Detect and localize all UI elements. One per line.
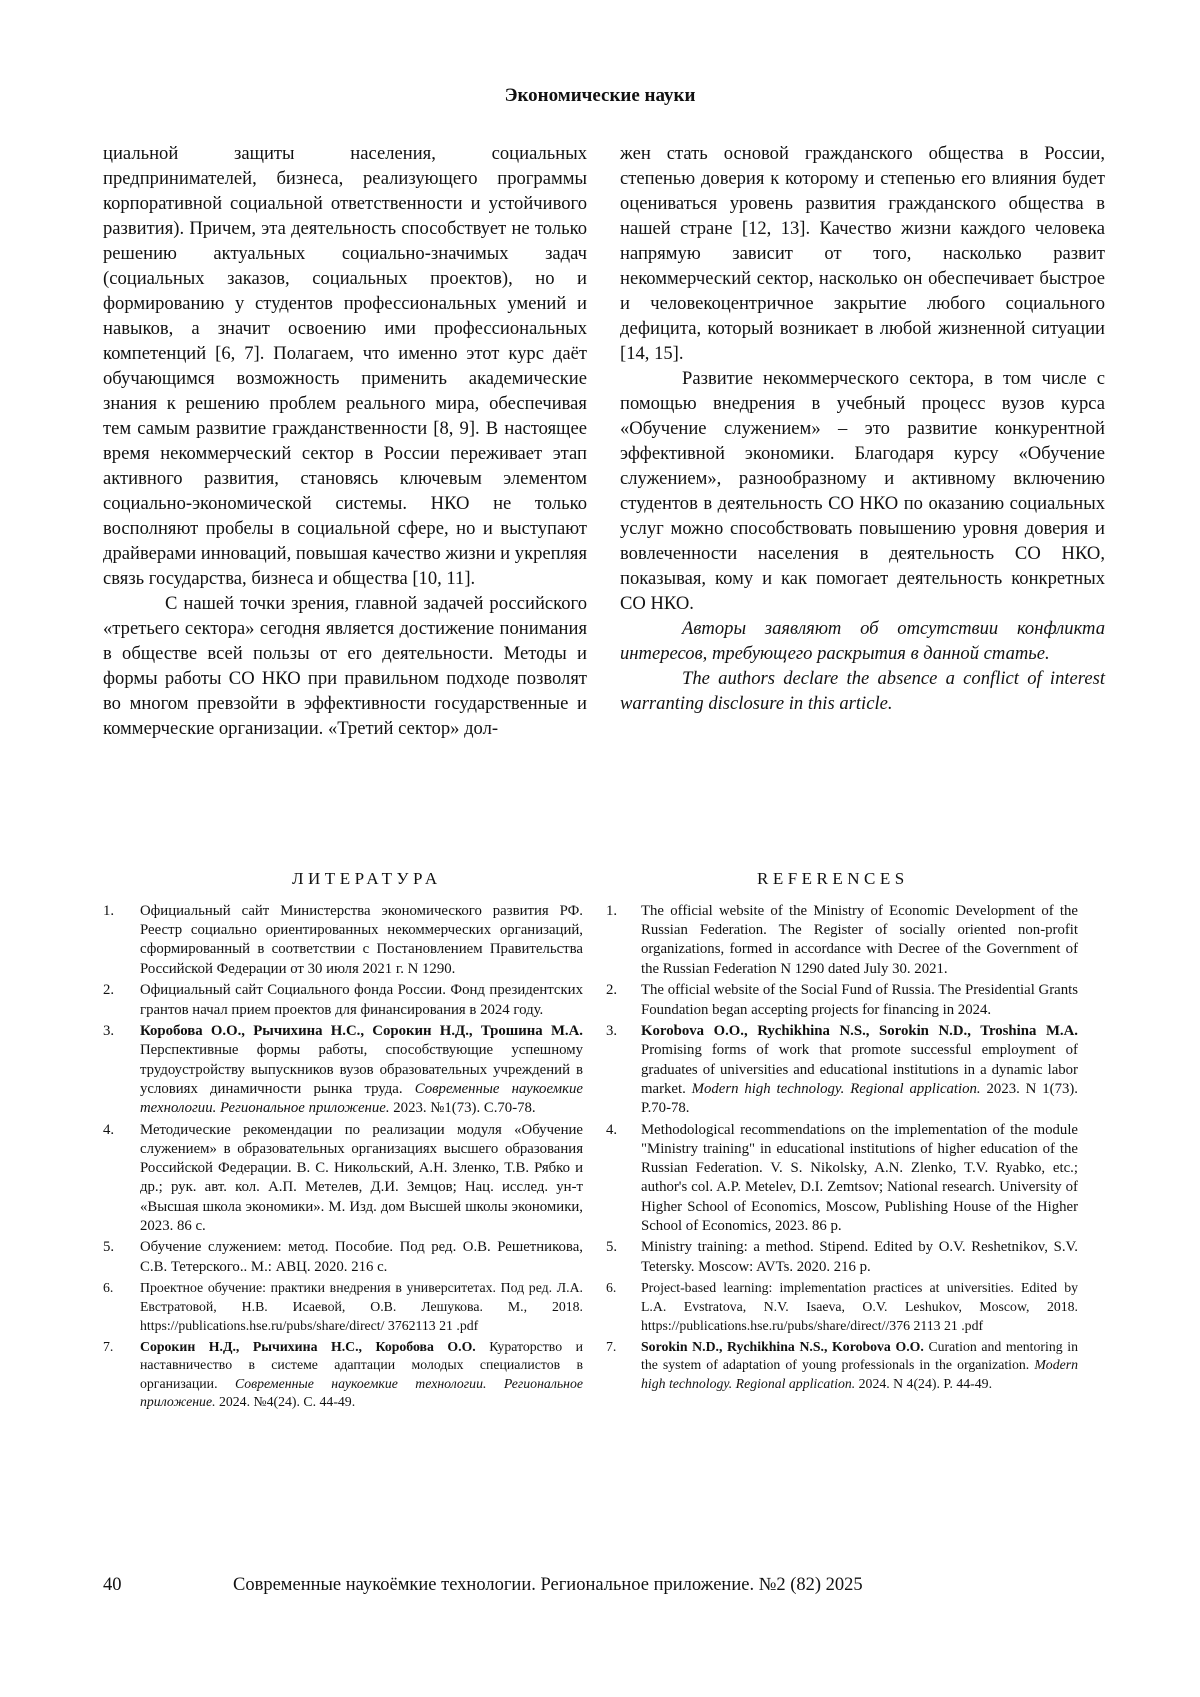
reference-item: 1. Официальный сайт Министерства экономического развития РФ. Реестр социально ориентированных некоммерческих организаций, сформированный в соответствии с Постановлением Правительства Российской Федерации от 30 июля 2021 г. N 1290. [103,903,583,977]
reference-item: 5. Обучение служением: метод. Пособие. Под ред. О.В. Решетникова, С.В. Тетерского.. М.: АВЦ. 2020. 216 с. [103,1239,583,1275]
body-column-left [103,141,587,741]
conflict-disclosure-en: The authors declare the absence a conflict of interest warranting disclosure in this article. [620,668,1105,714]
body-paragraph: циальной защиты населения, социальных предпринимателей, бизнеса, реализующего программы корпоративной социальной ответственности и устойчивого развития). Причем, эта деятельность способствует не только решению актуальных социально-значимых задач (социальных заказов, социальных проектов), но и формированию у студентов профессиональных умений и навыков, а значит освоению ими профессиональных компетенций [6, 7]. Полагаем, что именно этот курс даёт обучающимся возможность применить академические знания к решению проблем реального мира, обеспечивая тем самым развитие гражданственности [8, 9]. В настоящее время некоммерческий сектор в России переживает этап активного развития, становясь ключевым элементом социально-экономической системы. НКО не только восполняют пробелы в социальной сфере, но и выступают драйверами инноваций, повышая качество жизни и укрепляя связь государства, бизнеса и общества [10, 11]. [103,143,587,589]
section-title: Экономические науки [504,85,696,106]
body-paragraph: С нашей точки зрения, главной задачей российского «третьего сектора» сегодня является достижение понимания в обществе всей пользы от его деятельности. Методы и формы работы СО НКО при правильном подходе позволят во многом превзойти в эффективности государственные и коммерческие организации. «Третий сектор» дол- [103,593,587,739]
reference-journal: Современные наукоемкие технологии. Региональное приложение. [140,1080,583,1117]
body-paragraph: Развитие некоммерческого сектора, в том числе с помощью внедрения в учебный процесс вузов курса «Обучение служением» – это развитие конкурентной эффективной экономики. Благодаря курсу «Обучение служением», разнообразному и активному включению студентов в деятельность СО НКО по оказанию социальных услуг можно способствовать повышению уровня доверия и вовлеченности населения в деятельность СО НКО, показывая, кому и как помогает деятельность конкретных СО НКО. [620,368,1105,614]
reference-authors: Sorokin N.D., Rychikhina N.S., Korobova O.O. [641,1338,924,1354]
reference-item: 2. The official website of the Social Fund of Russia. The Presidential Grants Foundation began accepting projects for financing in 2024. [606,982,1078,1018]
page-number: 40 [103,1575,122,1595]
reference-item: 5. Ministry training: a method. Stipend. Edited by O.V. Reshetnikov, S.V. Tetersky. Moscow: AVTs. 2020. 216 p. [606,1239,1078,1275]
reference-item: 7. Sorokin N.D., Rychikhina N.S., Korobova O.O. Curation and mentoring in the system of adaptation of young professionals in the organization. Modern high technology. Regional application. 2024. N 4(24). P. 44-49. [606,1338,1078,1391]
reference-item: 4. Methodological recommendations on the implementation of the module "Ministry training" in educational institutions of higher education of the Russian Federation. V. S. Nikolsky, A.N. Zlenko, T.V. Ryabko, etc.; author's col. A.P. Metelev, D.I. Zemtsov; National research. University of Higher School of Economics, Moscow, Publishing House of the Higher School of Economics, 2023. 86 p. [606,1121,1078,1234]
reference-item: 1. The official website of the Ministry of Economic Development of the Russian Federation. The Register of socially oriented non-profit organizations, formed in accordance with Decree of the Government of the Russian Federation N 1290 dated July 30. 2021. [606,903,1078,977]
reference-list-ru [103,902,583,1415]
reference-list-en [606,902,1078,1396]
reference-authors: Сорокин Н.Д., Рычихина Н.С., Коробова О.О. [140,1338,476,1354]
reference-journal: Modern high technology. Regional application. [691,1080,981,1097]
reference-journal: Современные наукоемкие технологии. Региональное приложение. [140,1375,583,1410]
reference-authors: Korobova O.O., Rychikhina N.S., Sorokin N.D., Troshina M.A. [641,1023,1078,1040]
body-paragraph: жен стать основой гражданского общества в России, степенью доверия к которому и степенью его влияния будет оцениваться уровень развития гражданского общества в нашей стране [12, 13]. Качество жизни каждого человека напрямую зависит от того, насколько развит некоммерческий сектор, насколько он обеспечивает быстрое и человекоцентричное закрытие любого социального дефицита, который возникает в любой жизненной ситуации [14, 15]. [620,143,1105,364]
reference-item: 6. Project-based learning: implementation practices at universities. Edited by L.A. Evstratova, N.V. Isaeva, O.V. Leshukov, Moscow, 2018. https://publications.hse.ru/pubs/share/direct//376 2113 21 .pdf [606,1280,1078,1333]
body-column-right [620,141,1105,716]
references-heading-en: REFERENCES [757,869,909,888]
reference-journal: Modern high technology. Regional application. [641,1357,1078,1391]
references-heading-ru: ЛИТЕРАТУРА [292,869,442,888]
reference-item: 4. Методические рекомендации по реализации модуля «Обучение служением» в образовательных организациях высшего образования Российской Федерации. В. С. Никольский, А.Н. Зленко, Т.В. Рябко и др.; рук. авт. кол. А.П. Метелев, Д.И. Земцов; Нац. исслед. ун-т «Высшая школа экономики». М. Изд. дом Высшей школы экономики, 2023. 86 с. [103,1121,583,1234]
reference-item: 3. Коробова О.О., Рычихина Н.С., Сорокин Н.Д., Трошина М.А. Перспективные формы работы, способствующие успешному трудоустройству выпускников вузов образовательных учреждений в условиях динамичности рынка труда. Современные наукоемкие технологии. Региональное приложение. 2023. №1(73). С.70-78. [103,1023,583,1117]
journal-footer: Современные наукоёмкие технологии. Региональное приложение. №2 (82) 2025 [233,1575,863,1595]
reference-item: 7. Сорокин Н.Д., Рычихина Н.С., Коробова О.О. Кураторство и наставничество в системе адаптации молодых специалистов в организации. Современные наукоемкие технологии. Региональное приложение. 2024. №4(24). С. 44-49. [103,1338,583,1410]
reference-item: 3. Korobova O.O., Rychikhina N.S., Sorokin N.D., Troshina M.A. Promising forms of work that promote successful employment of graduates of universities and educational institutions in a dynamic labor market. Modern high technology. Regional application. 2023. N 1(73). P.70-78. [606,1023,1078,1117]
reference-authors: Коробова О.О., Рычихина Н.С., Сорокин Н.Д., Трошина М.А. [140,1023,583,1040]
reference-item: 2. Официальный сайт Социального фонда России. Фонд президентских грантов начал прием проектов для финансирования в 2024 году. [103,982,583,1018]
reference-item: 6. Проектное обучение: практики внедрения в университетах. Под ред. Л.А. Евстратовой, Н.В. Исаевой, О.В. Лешукова. М., 2018. https://publications.hse.ru/pubs/share/direct/ 3762113 21 .pdf [103,1280,583,1333]
conflict-disclosure-ru: Авторы заявляют об отсутствии конфликта интересов, требующего раскрытия в данной статье. [620,618,1105,664]
